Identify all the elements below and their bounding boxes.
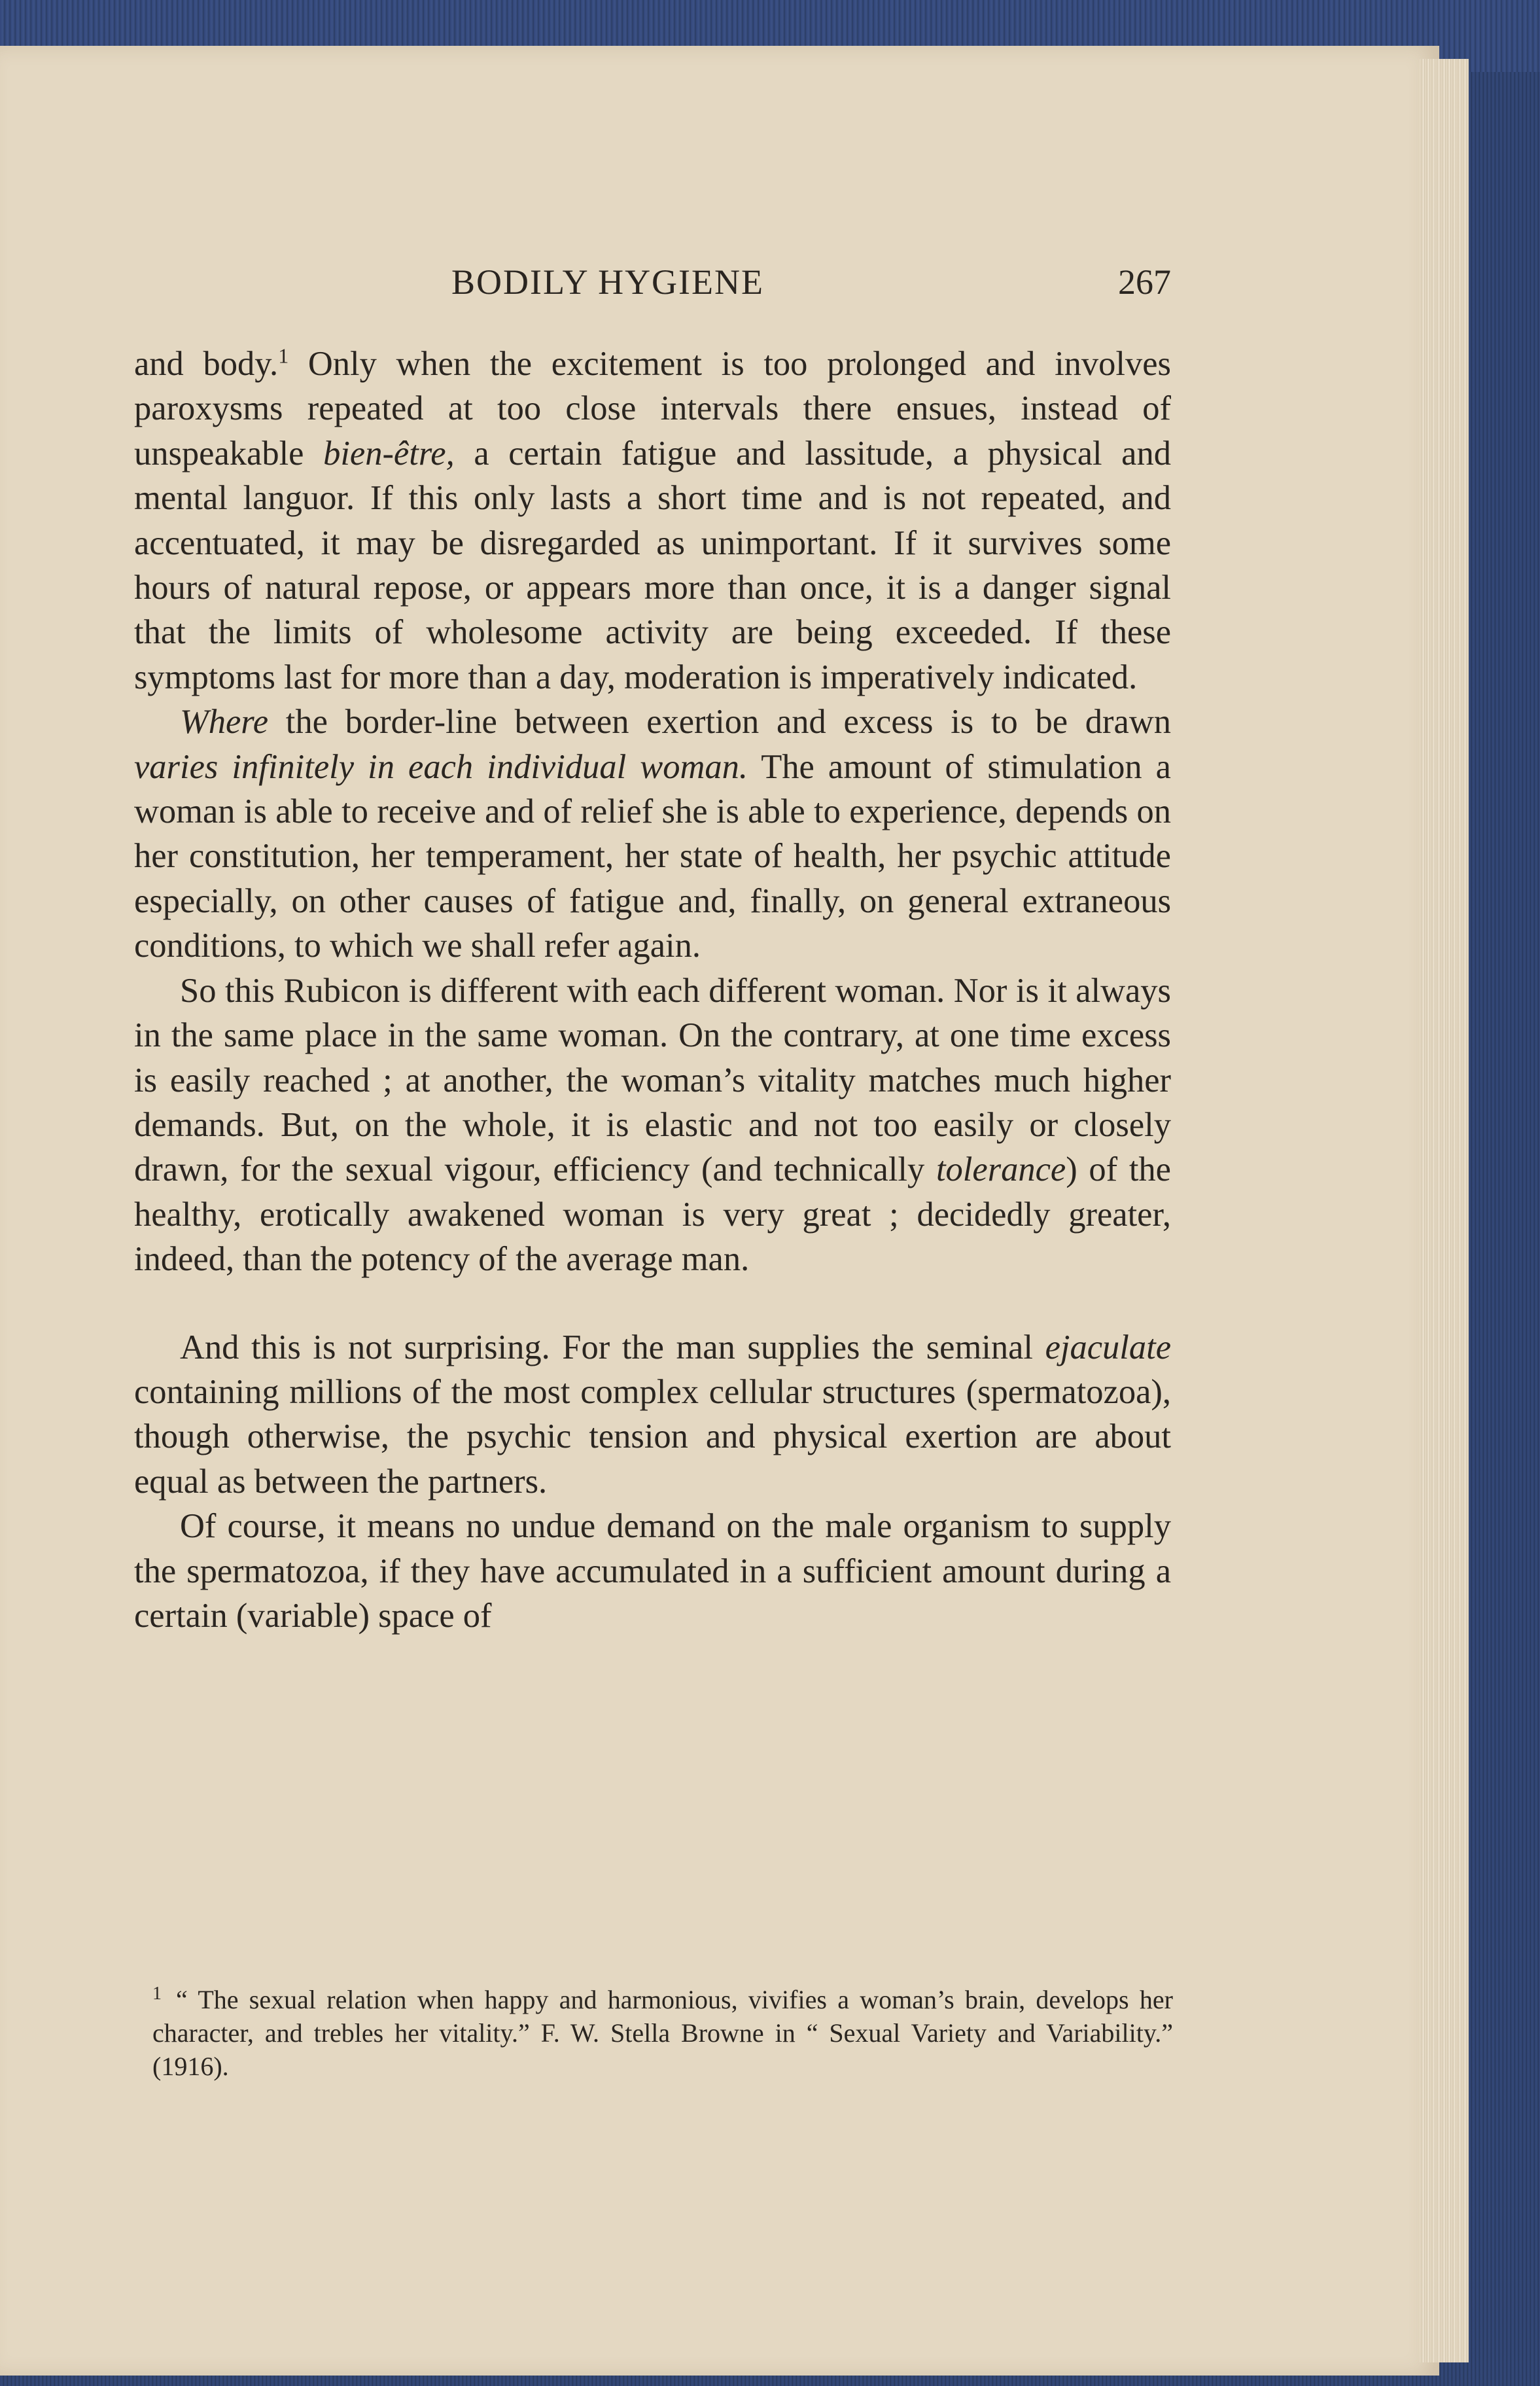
text-run: Only when the excitement is too prolonged and involves paroxysms repeated at too close intervals there ensues, instead of unspeakable [134,345,1171,472]
running-head [131,262,1171,308]
italic-text: tolerance [936,1150,1066,1189]
text-run: and body. [134,345,279,383]
italic-text: varies infinitely in each individual woman. [134,747,748,786]
footnote-reference: 1 [278,344,289,368]
paragraph-3 [134,969,1171,1282]
italic-text: ejaculate [1045,1328,1171,1366]
text-run: ) of the healthy, erotically awakened woman is very great ; decidedly greater, indeed, than the potency of the average man. [134,1150,1171,1279]
page-block-edges [1420,59,1469,2362]
text-run: So this Rubicon is different with each different woman. Nor is it always in the same place in the same woman. On the contrary, at one time excess is easily reached ; at another, the woman’s vitality matches much higher demands. But, on the whole, it is elastic and not too easily or closely drawn, for the sexual vigour, efficiency (and technically [134,971,1171,1189]
paragraph-4 [134,1325,1171,1505]
footnote [152,1983,1173,2083]
text-run: a certain fatigue and lassitude, a physical and mental languor. If this only lasts a short time and is not repeated, and accentuated, it may be disregarded as unimportant. If it survives some hours of natural repose, or appears more than once, it is a danger signal that the limits of wholesome activity are being exceeded. If these symptoms last for more than a day, moderation is imperatively indicated. [134,434,1171,696]
footnote-text: “ The sexual relation when happy and harmonious, vivifies a woman’s brain, develops her character, and trebles her vitality.” F. W. Stella Browne in “ Sexual Variety and Variability.” (1916). [152,1985,1173,2081]
paragraph-2 [134,700,1171,968]
text-run: The amount of stimulation a woman is able to receive and of relief she is able to experience, depends on her constitution, her temperament, her state of health, her psychic attitude especially, on other causes of fatigue and, finally, on general extraneous conditions, to which we shall refer again. [134,747,1171,965]
paragraph-5 [134,1504,1171,1638]
body-text [134,342,1171,1638]
text-run: And this is not surprising. For the man supplies the seminal [180,1328,1045,1366]
page-number: 267 [1118,262,1171,302]
paragraph-1 [134,342,1171,700]
text-run: Of course, it means no undue demand on the male organism to supply the spermatozoa, if they have accumulated in a sufficient amount during a certain (variable) space of [134,1507,1171,1635]
text-run: containing millions of the most complex cellular structures (spermatozoa), though otherwise, the psychic tension and physical exertion are about equal as between the partners. [134,1372,1171,1501]
italic-text: bien-être, [323,434,455,472]
italic-text: Where [180,703,269,741]
text-run: the border-line between exertion and excess is to be drawn [268,703,1171,741]
footnote-marker: 1 [152,1983,162,2004]
running-head-title: BODILY HYGIENE [451,262,765,302]
